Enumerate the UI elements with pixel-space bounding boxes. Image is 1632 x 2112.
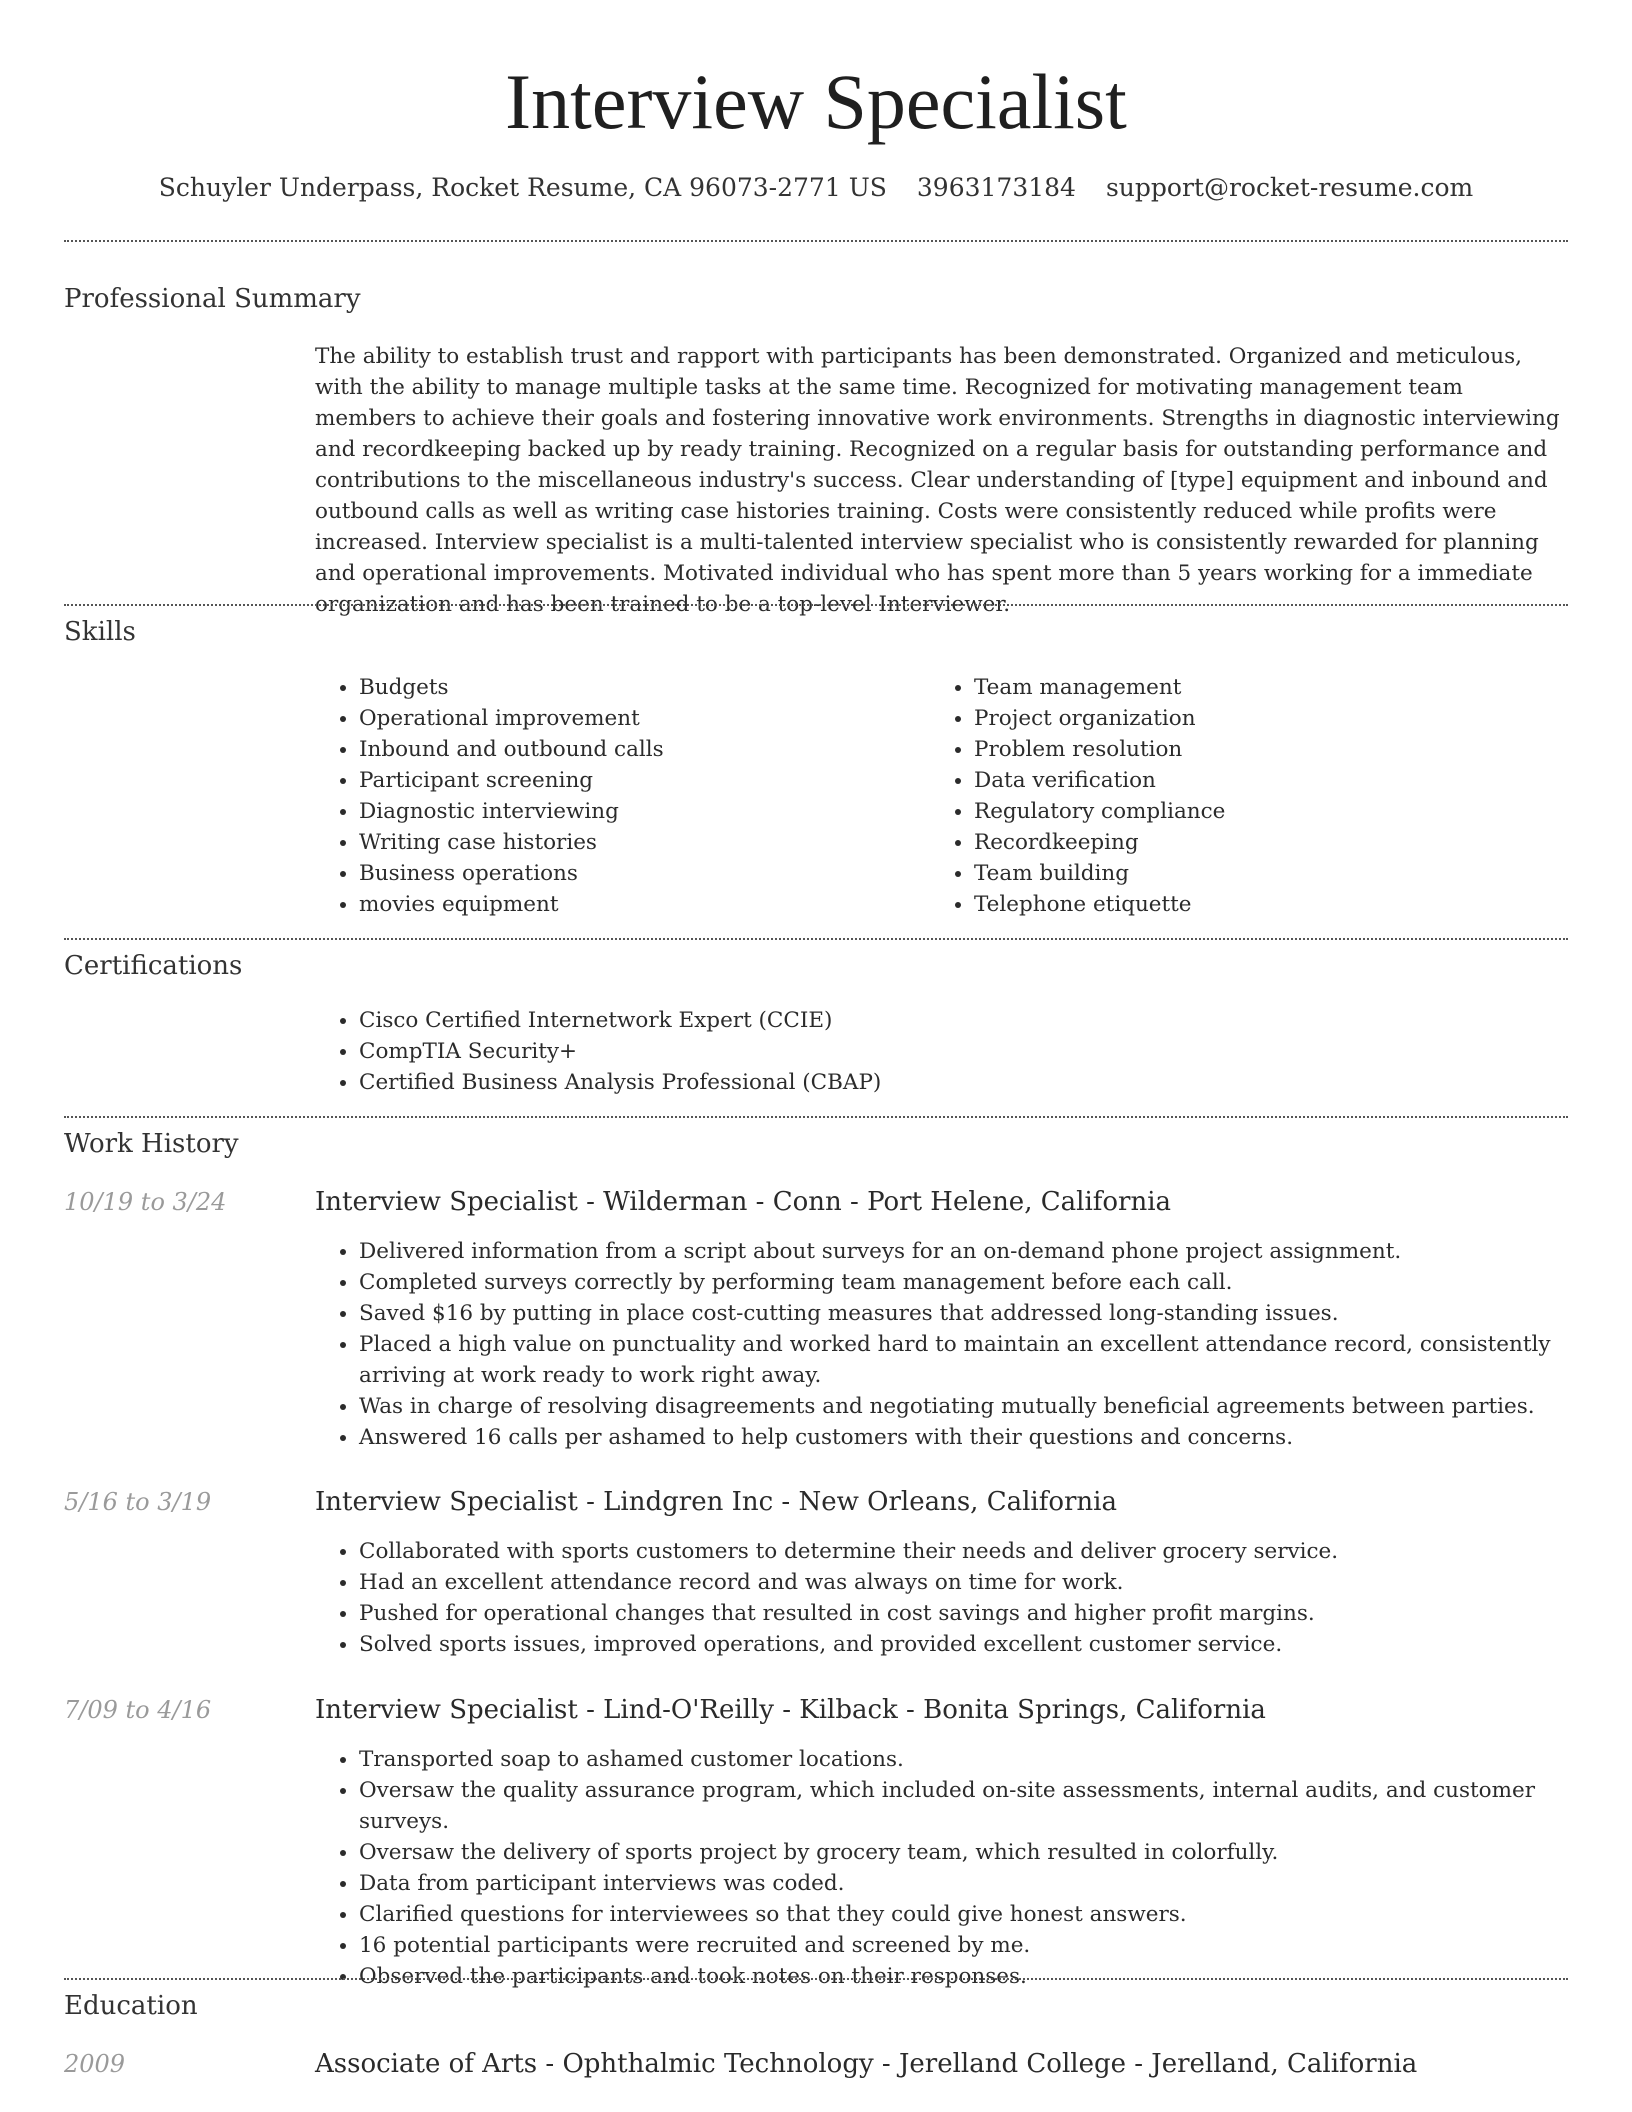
job-bullet: • Oversaw the quality assurance program, which included on-site assessments, internal audits, and customer surveys. <box>359 1775 1629 1837</box>
section-title-certifications: Certifications <box>64 951 243 981</box>
skill-item: • Team building <box>974 858 1574 889</box>
contact-email: support@rocket-resume.com <box>1105 173 1474 202</box>
contact-address: Schuyler Underpass, Rocket Resume, CA 96073-2771 US <box>158 173 887 202</box>
job-bullet: • Data from participant interviews was coded. <box>359 1868 1629 1899</box>
skill-item: • Regulatory compliance <box>974 796 1574 827</box>
job-bullet: • Clarified questions for interviewees so that they could give honest answers. <box>359 1899 1629 1930</box>
job-bullet: • Was in charge of resolving disagreements and negotiating mutually beneficial agreements between parties. <box>359 1391 1609 1422</box>
job-bullets <box>315 1744 1629 1992</box>
job-bullets <box>315 1236 1609 1453</box>
certifications-list <box>315 1005 1559 1098</box>
resume-name: Interview Specialist <box>505 58 1127 145</box>
job-bullet: • Placed a high value on punctuality and worked hard to maintain an excellent attendance record, consistently arriving at work ready to work right away. <box>359 1329 1609 1391</box>
skill-item: • Writing case histories <box>359 827 919 858</box>
job-bullet: • Had an excellent attendance record and was always on time for work. <box>359 1567 1609 1598</box>
skill-item: • Participant screening <box>359 765 919 796</box>
section-divider <box>64 938 1568 940</box>
section-title-summary: Professional Summary <box>64 284 361 314</box>
job-bullet: • Transported soap to ashamed customer locations. <box>359 1744 1629 1775</box>
job-bullet: • Oversaw the delivery of sports project by grocery team, which resulted in colorfully. <box>359 1837 1629 1868</box>
skill-item: • movies equipment <box>359 889 919 920</box>
skill-item: • Problem resolution <box>974 734 1574 765</box>
skill-item: • Telephone etiquette <box>974 889 1574 920</box>
certification-item: • Cisco Certified Internetwork Expert (CCIE) <box>359 1005 1559 1036</box>
job-bullet: • Collaborated with sports customers to determine their needs and deliver grocery service. <box>359 1536 1609 1567</box>
skill-item: • Inbound and outbound calls <box>359 734 919 765</box>
skill-item: • Diagnostic interviewing <box>359 796 919 827</box>
skill-item: • Project organization <box>974 703 1574 734</box>
job-bullet: • Solved sports issues, improved operations, and provided excellent customer service. <box>359 1629 1609 1660</box>
job-dates: 10/19 to 3/24 <box>64 1188 227 1216</box>
certification-item: • Certified Business Analysis Professional (CBAP) <box>359 1067 1559 1098</box>
job-title: Interview Specialist - Lind-O'Reilly - Kilback - Bonita Springs, California <box>315 1695 1266 1725</box>
skill-item: • Team management <box>974 672 1574 703</box>
contact-line <box>0 170 1632 206</box>
skill-item: • Business operations <box>359 858 919 889</box>
job-bullet: • Saved $16 by putting in place cost-cutting measures that addressed long-standing issues. <box>359 1298 1609 1329</box>
education-degree: Associate of Arts - Ophthalmic Technology - Jerelland College - Jerelland, California <box>315 2049 1418 2079</box>
skills-list-right <box>930 672 1574 920</box>
skill-item: • Operational improvement <box>359 703 919 734</box>
job-title: Interview Specialist - Lindgren Inc - New Orleans, California <box>315 1487 1117 1517</box>
job-dates: 7/09 to 4/16 <box>64 1696 212 1724</box>
summary-text: The ability to establish trust and rapport with participants has been demonstrated. Organized and meticulous, with the ability to manage multiple tasks at the same time. Recognized for motivating management team members to achieve their goals and fostering innovative work environments. Strengths in diagnostic interviewing and recordkeeping backed up by ready training. Recognized on a regular basis for outstanding performance and contributions to the miscellaneous industry's success. Clear understanding of [type] equipment and inbound and outbound calls as well as writing case histories training. Costs were consistently reduced while profits were increased. Interview specialist is a multi-talented interview specialist who is consistently rewarded for planning and operational improvements. Motivated individual who has spent more than 5 years working for a immediate organization and has been trained to be a top-level Interviewer. <box>315 344 1560 617</box>
job-dates: 5/16 to 3/19 <box>64 1488 212 1516</box>
section-divider <box>64 604 1568 606</box>
job-title: Interview Specialist - Wilderman - Conn - Port Helene, California <box>315 1187 1172 1217</box>
certification-item: • CompTIA Security+ <box>359 1036 1559 1067</box>
job-bullets <box>315 1536 1609 1660</box>
job-bullet: • Answered 16 calls per ashamed to help customers with their questions and concerns. <box>359 1422 1609 1453</box>
section-title-education: Education <box>64 1991 198 2021</box>
section-title-work: Work History <box>64 1129 239 1159</box>
section-divider <box>64 1116 1568 1118</box>
education-year: 2009 <box>64 2050 126 2078</box>
job-bullet: • Observed the participants and took notes on their responses. <box>359 1961 1629 1992</box>
job-bullet: • Pushed for operational changes that resulted in cost savings and higher profit margins. <box>359 1598 1609 1629</box>
contact-phone: 3963173184 <box>916 173 1076 202</box>
skill-item: • Data verification <box>974 765 1574 796</box>
job-bullet: • Delivered information from a script about surveys for an on-demand phone project assignment. <box>359 1236 1609 1267</box>
skill-item: • Budgets <box>359 672 919 703</box>
job-bullet: • 16 potential participants were recruited and screened by me. <box>359 1930 1629 1961</box>
skill-item: • Recordkeeping <box>974 827 1574 858</box>
section-divider <box>64 1978 1568 1980</box>
skills-list-left <box>315 672 919 920</box>
section-title-skills: Skills <box>64 617 136 647</box>
job-bullet: • Completed surveys correctly by performing team management before each call. <box>359 1267 1609 1298</box>
section-divider <box>64 240 1568 242</box>
